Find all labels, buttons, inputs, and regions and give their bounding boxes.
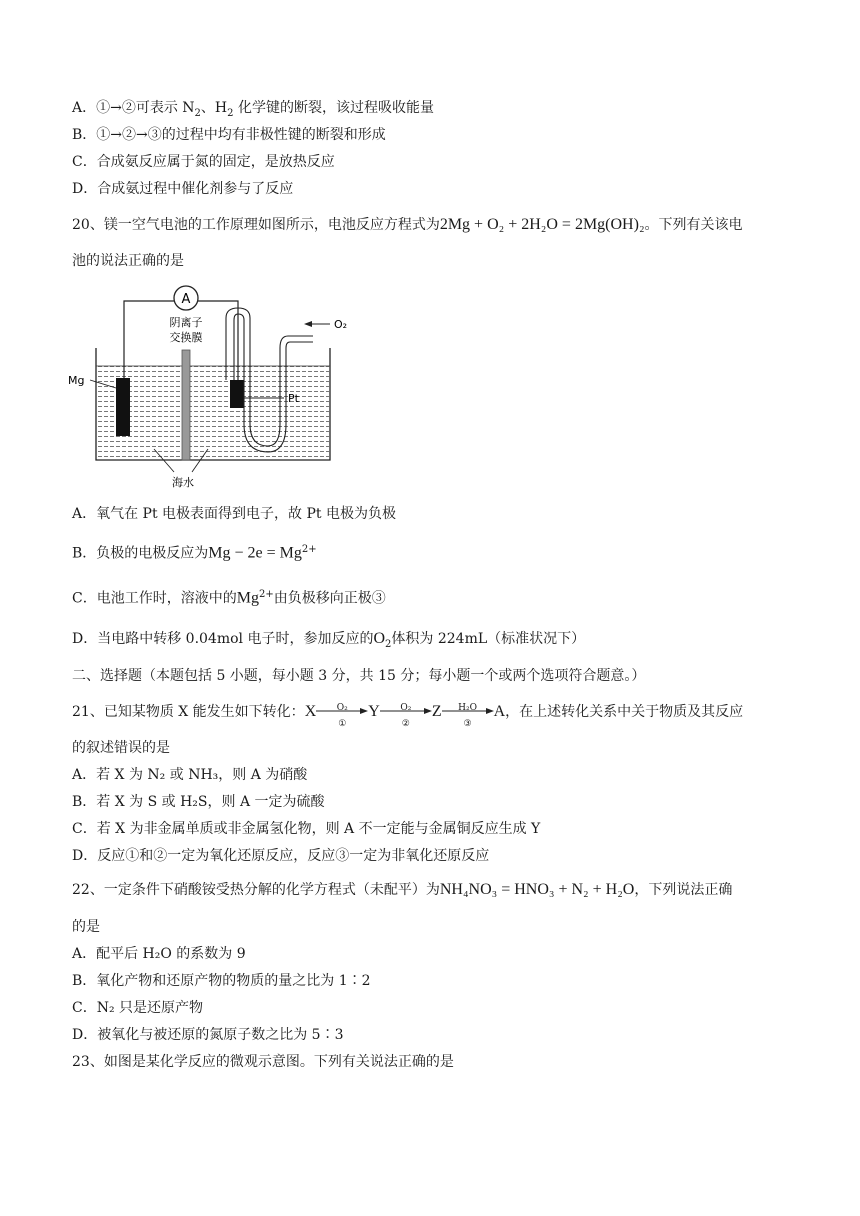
- q21-stem-prefix: 21、已知某物质 X 能发生如下转化：: [72, 704, 305, 720]
- q22-option-d: D．被氧化与被还原的氮原子数之比为 5∶3: [72, 1027, 344, 1043]
- q20-option-a: A．氧气在 Pt 电极表面得到电子，故 Pt 电极为负极: [72, 506, 397, 522]
- q20-stem: [72, 215, 743, 235]
- section-2-heading: 二、选择题（本题包括 5 小题，每小题 3 分，共 15 分；每小题一个或两个选项符合题意。）: [72, 668, 646, 684]
- q22-option-c: C．N₂ 只是还原产物: [72, 1000, 204, 1016]
- pt-label: Pt: [288, 392, 299, 405]
- q21-x: X: [304, 703, 317, 720]
- ammeter-label: A: [181, 292, 191, 307]
- q19-option-c: C．合成氨反应属于氮的固定，是放热反应: [72, 154, 335, 170]
- mg-label: Mg: [68, 374, 85, 387]
- oxygen-arrow-icon: [304, 321, 312, 327]
- q21-arrow-1-top: O₂: [336, 703, 348, 713]
- q21-stem-line2: 的叙述错误的是: [72, 740, 170, 756]
- q20-b-prefix: B．负极的电极反应为: [72, 545, 209, 562]
- membrane-label-1: 阴离子: [169, 316, 203, 329]
- q21-arrow-3-top: H₂O: [458, 703, 478, 713]
- pt-electrode: [230, 380, 244, 408]
- q20-option-d: [72, 629, 585, 655]
- q21-z: Z: [431, 703, 442, 720]
- q20-c-prefix: C．电池工作时，溶液中的: [72, 590, 237, 607]
- q19-option-d: D．合成氨过程中催化剂参与了反应: [72, 181, 294, 197]
- q21-y: Y: [368, 703, 380, 720]
- q20-b-charge: 2+: [301, 544, 317, 555]
- q21-option-b: B．若 X 为 S 或 H₂S，则 A 一定为硫酸: [72, 794, 325, 810]
- q20-option-b: [72, 540, 317, 564]
- q21-stem: [72, 702, 744, 729]
- q20-d-prefix: D．当电路中转移 0.04mol 电子时，参加反应的: [72, 631, 374, 647]
- q20-d-suffix: 体积为 224mL（标准状况下）: [391, 631, 586, 647]
- q21-arrow-2-top: O₂: [400, 703, 412, 713]
- q21-arrow-1-bottom: ①: [338, 719, 347, 729]
- q22-option-b: B．氧化产物和还原产物的物质的量之比为 1∶2: [72, 973, 371, 989]
- q20-c-ion: Mg: [236, 589, 259, 607]
- q20-c-charge: 2+: [258, 589, 274, 600]
- membrane: [182, 350, 190, 460]
- q20-d-o2: O: [373, 630, 386, 647]
- mg-electrode: [116, 378, 130, 436]
- q20-b-equation: Mg − 2e = Mg: [208, 544, 302, 562]
- q20-c-suffix: 由负极移向正极③: [273, 590, 386, 607]
- q21-option-d: D．反应①和②一定为氧化还原反应，反应③一定为非氧化还原反应: [72, 848, 490, 864]
- q21-arrow-2-bottom: ②: [401, 719, 410, 729]
- q22-stem-line2: 的是: [72, 919, 100, 935]
- q19-option-a: [72, 98, 434, 124]
- oxygen-label: O₂: [334, 318, 348, 331]
- q22-stem-prefix: 22、一定条件下硝酸铵受热分解的化学方程式（未配平）为: [72, 882, 440, 898]
- q20-stem-part1: 20、镁一空气电池的工作原理如图所示，电池反应方程式为: [72, 217, 440, 233]
- q19-a-sub2: 2: [227, 107, 234, 119]
- q20-stem-part2: 。下列有关该电: [644, 217, 743, 233]
- membrane-label-2: 交换膜: [169, 331, 203, 344]
- q20-equation: 2Mg + O₂ + 2H₂O = 2Mg(OH)₂: [439, 216, 645, 233]
- q19-option-b: B．①→②→③的过程中均有非极性键的断裂和形成: [72, 127, 386, 143]
- q21-arrow-1: [316, 702, 368, 729]
- battery-diagram: [68, 284, 358, 498]
- q22-stem: [72, 880, 732, 900]
- seawater-label: 海水: [172, 476, 194, 489]
- q22-stem-suffix: ，下列说法正确: [634, 882, 733, 898]
- battery-diagram-svg: [68, 284, 358, 494]
- q19-a-part1: A．①→②可表示 N: [72, 100, 195, 116]
- q21-a: A: [493, 703, 506, 720]
- q22-option-a: A．配平后 H₂O 的系数为 9: [72, 946, 246, 962]
- q21-arrow-3-bottom: ③: [463, 719, 472, 729]
- q21-arrow-3: [442, 702, 494, 729]
- q20-d-sub: 2: [385, 638, 392, 650]
- seawater-fill: [97, 366, 329, 459]
- q20-stem-line2: 池的说法正确的是: [72, 253, 184, 269]
- q19-a-sub1: 2: [194, 107, 201, 119]
- q21-option-a: A．若 X 为 N₂ 或 NH₃，则 A 为硝酸: [72, 767, 308, 783]
- q19-a-part3: 化学键的断裂，该过程吸收能量: [233, 100, 434, 116]
- q21-arrow-2: [380, 702, 432, 729]
- q21-stem-suffix: ，在上述转化关系中关于物质及其反应: [505, 704, 744, 720]
- q19-a-part2: 、H: [200, 100, 228, 116]
- q20-option-c: [72, 585, 386, 609]
- q21-option-c: C．若 X 为非金属单质或非金属氢化物，则 A 不一定能与金属铜反应生成 Y: [72, 821, 541, 837]
- q22-equation: NH₄NO₃ = HNO₃ + N₂ + H₂O: [439, 881, 635, 898]
- q23-stem: 23、如图是某化学反应的微观示意图。下列有关说法正确的是: [72, 1054, 454, 1070]
